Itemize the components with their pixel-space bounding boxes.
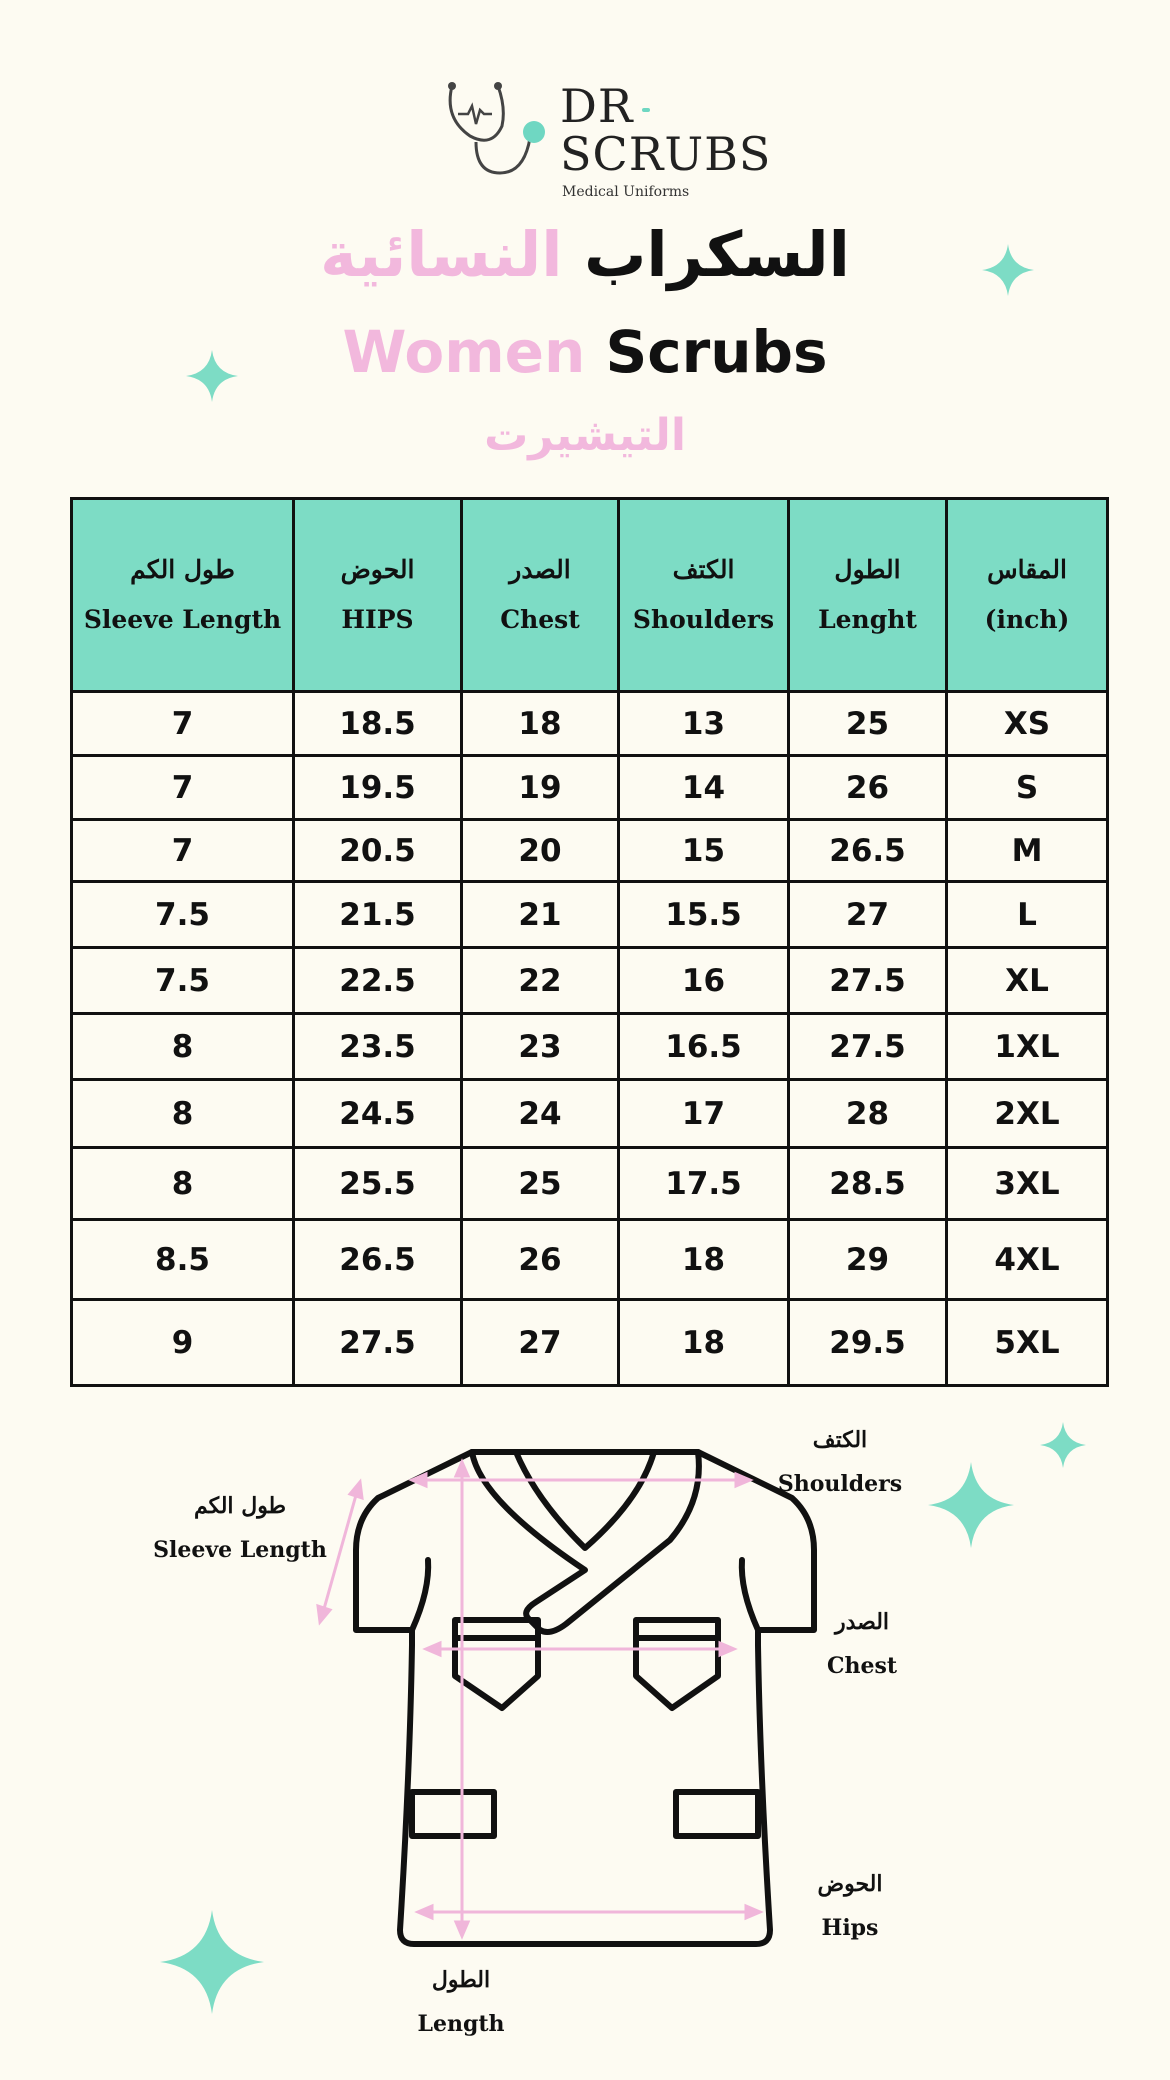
cell-hips: 27.5 (294, 1300, 462, 1386)
cell-size: S (947, 756, 1108, 820)
cell-chest: 26 (462, 1220, 619, 1300)
cell-size: M (947, 820, 1108, 882)
header-chest: الصدر Chest (462, 499, 619, 692)
cell-chest: 22 (462, 948, 619, 1014)
cell-chest: 23 (462, 1014, 619, 1080)
label-length: الطول Length (417, 1967, 505, 2037)
brand-name (560, 79, 772, 181)
cell-hips: 26.5 (294, 1220, 462, 1300)
header-shoulders: الكتف Shoulders (619, 499, 789, 692)
scrub-top-diagram (340, 1440, 830, 1960)
sparkle-icon (160, 1910, 264, 2014)
label-chest: الصدر Chest (826, 1609, 898, 1679)
cell-shoulders: 15 (619, 820, 789, 882)
cell-sleeve: 8 (72, 1148, 294, 1220)
title-arabic (0, 218, 1170, 291)
cell-sleeve: 9 (72, 1300, 294, 1386)
table-row (72, 692, 1108, 756)
cell-length: 27.5 (789, 948, 947, 1014)
shirt-outline (356, 1452, 814, 1944)
cell-size: 1XL (947, 1014, 1108, 1080)
cell-sleeve: 8 (72, 1080, 294, 1148)
cell-shoulders: 16.5 (619, 1014, 789, 1080)
label-sleeve-length: طول الكم Sleeve Length (153, 1493, 327, 1563)
cell-shoulders: 18 (619, 1220, 789, 1300)
cell-sleeve: 7.5 (72, 948, 294, 1014)
cell-sleeve: 8 (72, 1014, 294, 1080)
title-arabic-pink: النسائية (320, 218, 563, 291)
label-hips: الحوض Hips (817, 1871, 883, 1941)
cell-shoulders: 15.5 (619, 882, 789, 948)
cell-sleeve: 8.5 (72, 1220, 294, 1300)
cell-sleeve: 7 (72, 820, 294, 882)
header-sleeve: طول الكم Sleeve Length (72, 499, 294, 692)
cell-sleeve: 7 (72, 756, 294, 820)
cell-chest: 27 (462, 1300, 619, 1386)
header-hips: الحوض HIPS (294, 499, 462, 692)
cell-shoulders: 16 (619, 948, 789, 1014)
cell-hips: 23.5 (294, 1014, 462, 1080)
cell-length: 29 (789, 1220, 947, 1300)
title-english-black: Scrubs (605, 318, 828, 386)
title-english-pink: Women (342, 318, 586, 386)
cell-length: 29.5 (789, 1300, 947, 1386)
cell-length: 26 (789, 756, 947, 820)
cell-length: 25 (789, 692, 947, 756)
table-row (72, 882, 1108, 948)
table-row (72, 1148, 1108, 1220)
table-header-row (72, 499, 1108, 692)
cell-shoulders: 18 (619, 1300, 789, 1386)
cell-shoulders: 14 (619, 756, 789, 820)
cell-size: 5XL (947, 1300, 1108, 1386)
cell-hips: 18.5 (294, 692, 462, 756)
lower-left-pocket (412, 1792, 494, 1836)
left-pocket (455, 1620, 538, 1708)
cell-size: XL (947, 948, 1108, 1014)
cell-size: 2XL (947, 1080, 1108, 1148)
cell-hips: 24.5 (294, 1080, 462, 1148)
cell-size: L (947, 882, 1108, 948)
cell-hips: 22.5 (294, 948, 462, 1014)
cell-chest: 24 (462, 1080, 619, 1148)
cell-chest: 19 (462, 756, 619, 820)
brand-tagline: Medical Uniforms (562, 184, 690, 200)
stethoscope-icon (440, 78, 560, 178)
cell-hips: 21.5 (294, 882, 462, 948)
header-size: المقاس (inch) (947, 499, 1108, 692)
cell-shoulders: 13 (619, 692, 789, 756)
cell-hips: 20.5 (294, 820, 462, 882)
cell-sleeve: 7.5 (72, 882, 294, 948)
table-row (72, 756, 1108, 820)
cell-hips: 19.5 (294, 756, 462, 820)
cell-chest: 18 (462, 692, 619, 756)
subtitle-arabic: التيشيرت (484, 410, 686, 461)
cell-chest: 20 (462, 820, 619, 882)
cell-length: 28.5 (789, 1148, 947, 1220)
title-arabic-black: السكراب (584, 218, 850, 291)
cell-size: 3XL (947, 1148, 1108, 1220)
cell-length: 27 (789, 882, 947, 948)
sparkle-icon (1040, 1422, 1086, 1468)
sparkle-icon (928, 1462, 1014, 1548)
lower-right-pocket (676, 1792, 758, 1836)
label-shoulders: الكتف Shoulders (777, 1427, 903, 1497)
title-english (0, 318, 1170, 386)
cell-hips: 25.5 (294, 1148, 462, 1220)
table-row (72, 1300, 1108, 1386)
cell-length: 26.5 (789, 820, 947, 882)
table-row (72, 820, 1108, 882)
table-row (72, 1014, 1108, 1080)
brand-line-2: SCRUBS (560, 127, 772, 181)
right-pocket (636, 1620, 718, 1708)
table-row (72, 1080, 1108, 1148)
brand-line-1: DR (560, 79, 634, 133)
cell-sleeve: 7 (72, 692, 294, 756)
cell-chest: 25 (462, 1148, 619, 1220)
logo (440, 78, 560, 178)
header-length: الطول Lenght (789, 499, 947, 692)
cell-size: 4XL (947, 1220, 1108, 1300)
cell-chest: 21 (462, 882, 619, 948)
table-row (72, 948, 1108, 1014)
cell-size: XS (947, 692, 1108, 756)
cell-shoulders: 17.5 (619, 1148, 789, 1220)
table-row (72, 1220, 1108, 1300)
size-table (70, 497, 1109, 1387)
cell-length: 28 (789, 1080, 947, 1148)
cell-length: 27.5 (789, 1014, 947, 1080)
cell-shoulders: 17 (619, 1080, 789, 1148)
